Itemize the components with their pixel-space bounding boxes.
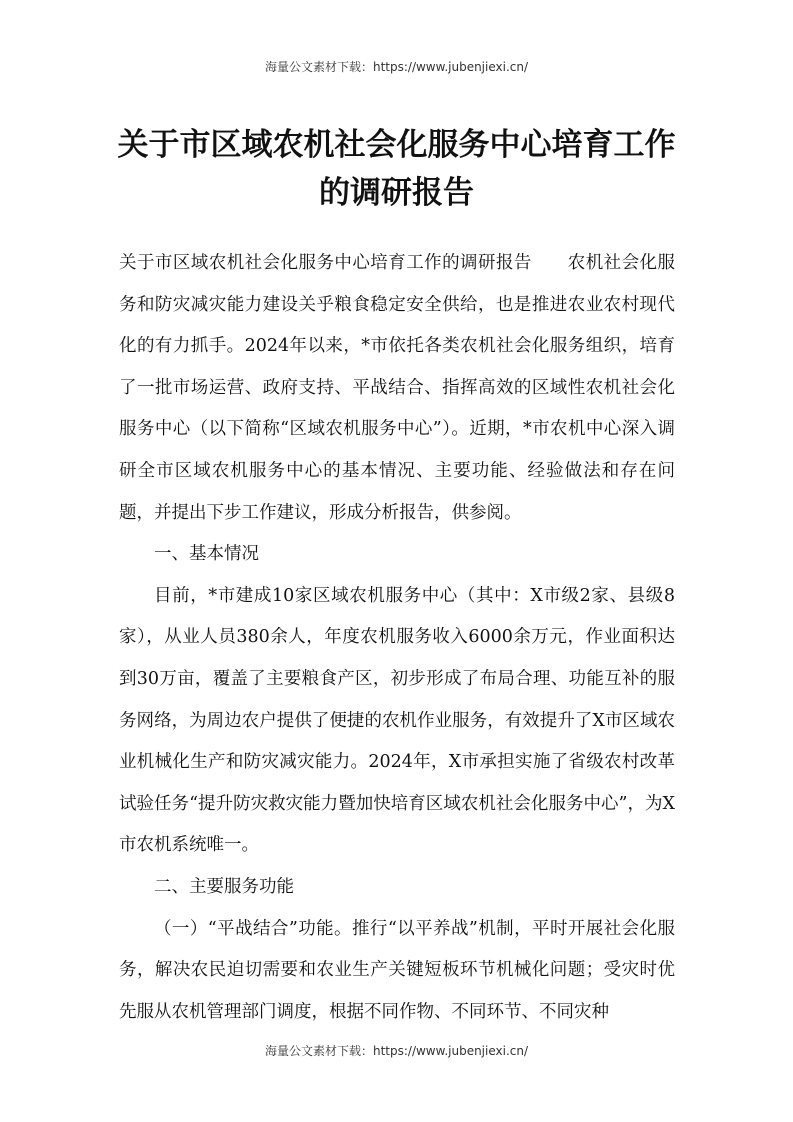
section-heading-functions: 二、主要服务功能 [154,876,294,897]
section-heading-basic: 一、基本情况 [154,544,259,565]
document-body [119,243,675,1033]
title-line-2: 的调研报告 [319,175,474,211]
page-header: 海量公文素材下载：https://www.jubenjiexi.cn/ [264,60,529,74]
paragraph-basic-situation: 目前，*市建成10家区域农机服务中心（其中：X市级2家、县级8家），从业人员380余人，年度农机服务收入6000余万元，作业面积达到30万亩，覆盖了主要粮食产区，初步形成了布局合理、功能互补的服务网络，为周边农户提供了便捷的农机作业服务，有效提升了X市区域农业机械化生产和防灾减灾能力。2024年，X市承担实施了省级农村改革试验任务“提升防灾救灾能力暨加快培育区域农机社会化服务中心”，为X市农机系统唯一。 [119,585,675,856]
paragraph-function-1: （一）“平战结合”功能。推行“以平养战”机制，平时开展社会化服务，解决农民迫切需要和农业生产关键短板环节机械化问题；受灾时优先服从农机管理部门调度，根据不同作物、不同环节、不同灾种 [119,918,675,1022]
document-title [0,121,793,217]
title-line-1: 关于市区域农机社会化服务中心培育工作 [117,127,676,163]
page-footer: 海量公文素材下载：https://www.jubenjiexi.cn/ [264,1044,529,1058]
intro-paragraph: 关于市区域农机社会化服务中心培育工作的调研报告 农机社会化服务和防灾减灾能力建设关乎粮食稳定安全供给，也是推进农业农村现代化的有力抓手。2024年以来，*市依托各类农机社会化服务组织，培育了一批市场运营、政府支持、平战结合、指挥高效的区域性农机社会化服务中心（以下简称“区域农机服务中心”）。近期，*市农机中心深入调研全市区域农机服务中心的基本情况、主要功能、经验做法和存在问题，并提出下步工作建议，形成分析报告，供参阅。 [119,253,675,523]
